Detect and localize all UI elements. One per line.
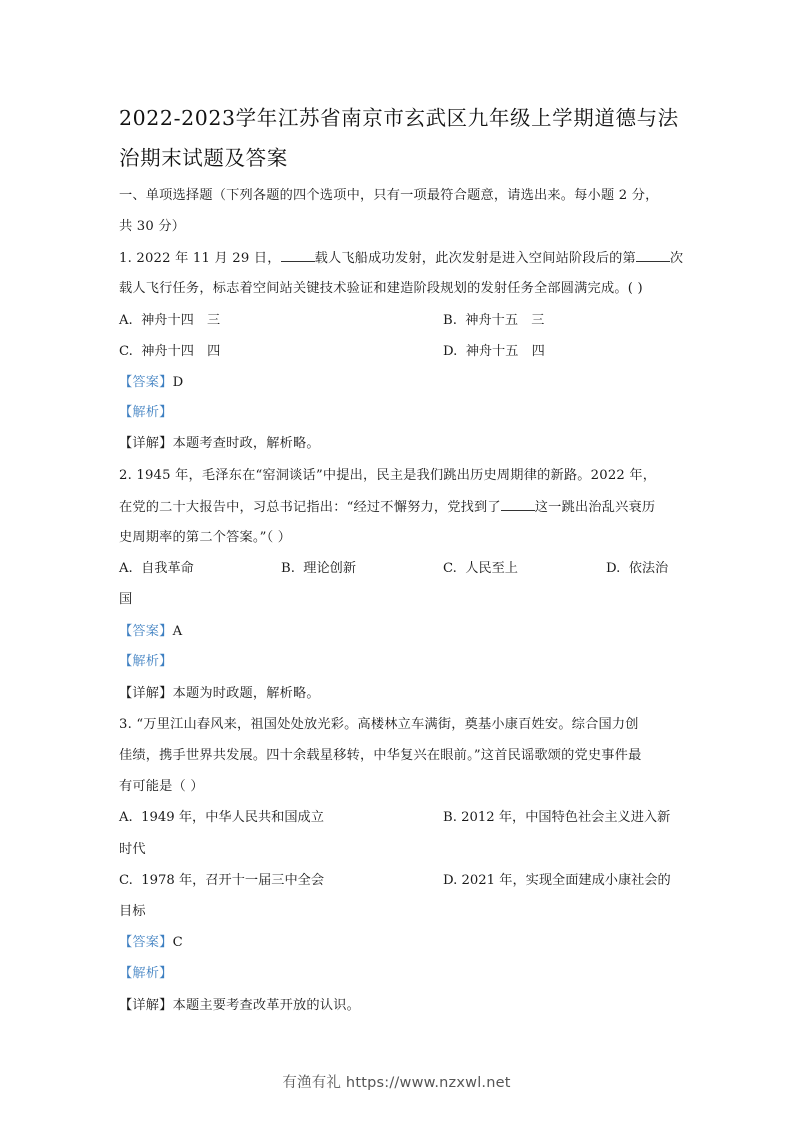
question-3-line-1: 3. “万里江山春风来，祖国处处放光彩。高楼林立车满街，奠基小康百姓安。综合国力创 — [119, 717, 639, 732]
answer-blank — [501, 498, 535, 511]
question-3-option-d-wrap: 目标 — [119, 904, 146, 919]
page-title-line-1: 2022-2023学年江苏省南京市玄武区九年级上学期道德与法 — [119, 106, 679, 130]
answer-value: D — [172, 375, 184, 390]
detail-text: 本题考查时政，解析略。 — [172, 436, 320, 451]
question-1-option-b: B. 神舟十五 三 — [443, 313, 545, 328]
question-1-line-1 — [119, 249, 683, 268]
section-instructions-line-1: 一、单项选择题（下列各题的四个选项中，只有一项最符合题意，请选出来。每小题 2 分， — [119, 188, 659, 203]
detail-text: 本题为时政题，解析略。 — [172, 686, 320, 701]
question-1-text-b: 载人飞船成功发射，此次发射是进入空间站阶段后的第 — [314, 251, 636, 266]
answer-value: A — [172, 624, 183, 639]
detail-text: 本题主要考查改革开放的认识。 — [172, 998, 360, 1013]
question-1-option-d: D. 神舟十五 四 — [443, 344, 545, 359]
question-3-line-2: 佳绩，携手世界共发展。四十余载星移转，中华复兴在眼前。”这首民谣歌颂的党史事件最 — [119, 748, 642, 763]
question-3-option-d: D. 2021 年，实现全面建成小康社会的 — [443, 873, 671, 888]
question-1-analysis-label: 【解析】 — [119, 405, 173, 420]
answer-value: C — [172, 935, 183, 950]
question-3-option-c: C. 1978 年，召开十一届三中全会 — [119, 873, 325, 888]
detail-label: 【详解】 — [119, 998, 173, 1013]
detail-label: 【详解】 — [119, 436, 173, 451]
answer-label: 【答案】 — [119, 624, 173, 639]
question-1-option-a: A. 神舟十四 三 — [119, 313, 221, 328]
section-instructions-line-2: 共 30 分） — [119, 219, 186, 234]
question-2-option-d: D. 依法治 — [606, 561, 669, 576]
question-2-detail — [119, 685, 320, 703]
question-2-analysis-label: 【解析】 — [119, 654, 173, 669]
question-2-line-1: 2. 1945 年，毛泽东在“窑洞谈话”中提出，民主是我们跳出历史周期律的新路。2022 年， — [119, 468, 657, 483]
question-3-analysis-label: 【解析】 — [119, 966, 173, 981]
answer-blank — [281, 249, 315, 262]
question-2-answer — [119, 623, 182, 641]
answer-label: 【答案】 — [119, 375, 173, 390]
question-2-option-b: B. 理论创新 — [281, 561, 357, 576]
question-2-option-d-wrap: 国 — [119, 592, 133, 607]
question-2-line-3: 史周期率的第二个答案。”（ ） — [119, 530, 292, 545]
detail-label: 【详解】 — [119, 686, 173, 701]
question-3-line-3: 有可能是（ ） — [119, 779, 204, 794]
question-1-answer — [119, 374, 183, 392]
answer-label: 【答案】 — [119, 935, 173, 950]
footer-watermark: 有渔有礼 https://www.nzxwl.net — [282, 1075, 511, 1091]
question-2-option-c: C. 人民至上 — [443, 561, 518, 576]
question-3-option-b-wrap: 时代 — [119, 842, 146, 857]
question-1-detail — [119, 435, 320, 453]
question-3-option-a: A. 1949 年，中华人民共和国成立 — [119, 810, 324, 825]
question-1-option-c: C. 神舟十四 四 — [119, 344, 221, 359]
question-1-text-c: 次 — [669, 251, 684, 266]
question-1-line-2: 载人飞行任务，标志着空间站关键技术验证和建造阶段规划的发射任务全部圆满完成。( ) — [119, 281, 643, 296]
question-3-option-b: B. 2012 年，中国特色社会主义进入新 — [443, 810, 671, 825]
page-title-line-2: 治期末试题及答案 — [119, 146, 288, 170]
question-3-detail — [119, 997, 360, 1015]
question-1-text-a: 1. 2022 年 11 月 29 日， — [119, 251, 281, 266]
question-2-option-a: A. 自我革命 — [119, 561, 194, 576]
answer-blank — [636, 249, 670, 262]
question-2-line-2: 在党的二十大报告中，习总书记指出：“经过不懈努力，党找到了 这一跳出治乱兴衰历 — [119, 500, 656, 515]
question-3-answer — [119, 934, 183, 952]
